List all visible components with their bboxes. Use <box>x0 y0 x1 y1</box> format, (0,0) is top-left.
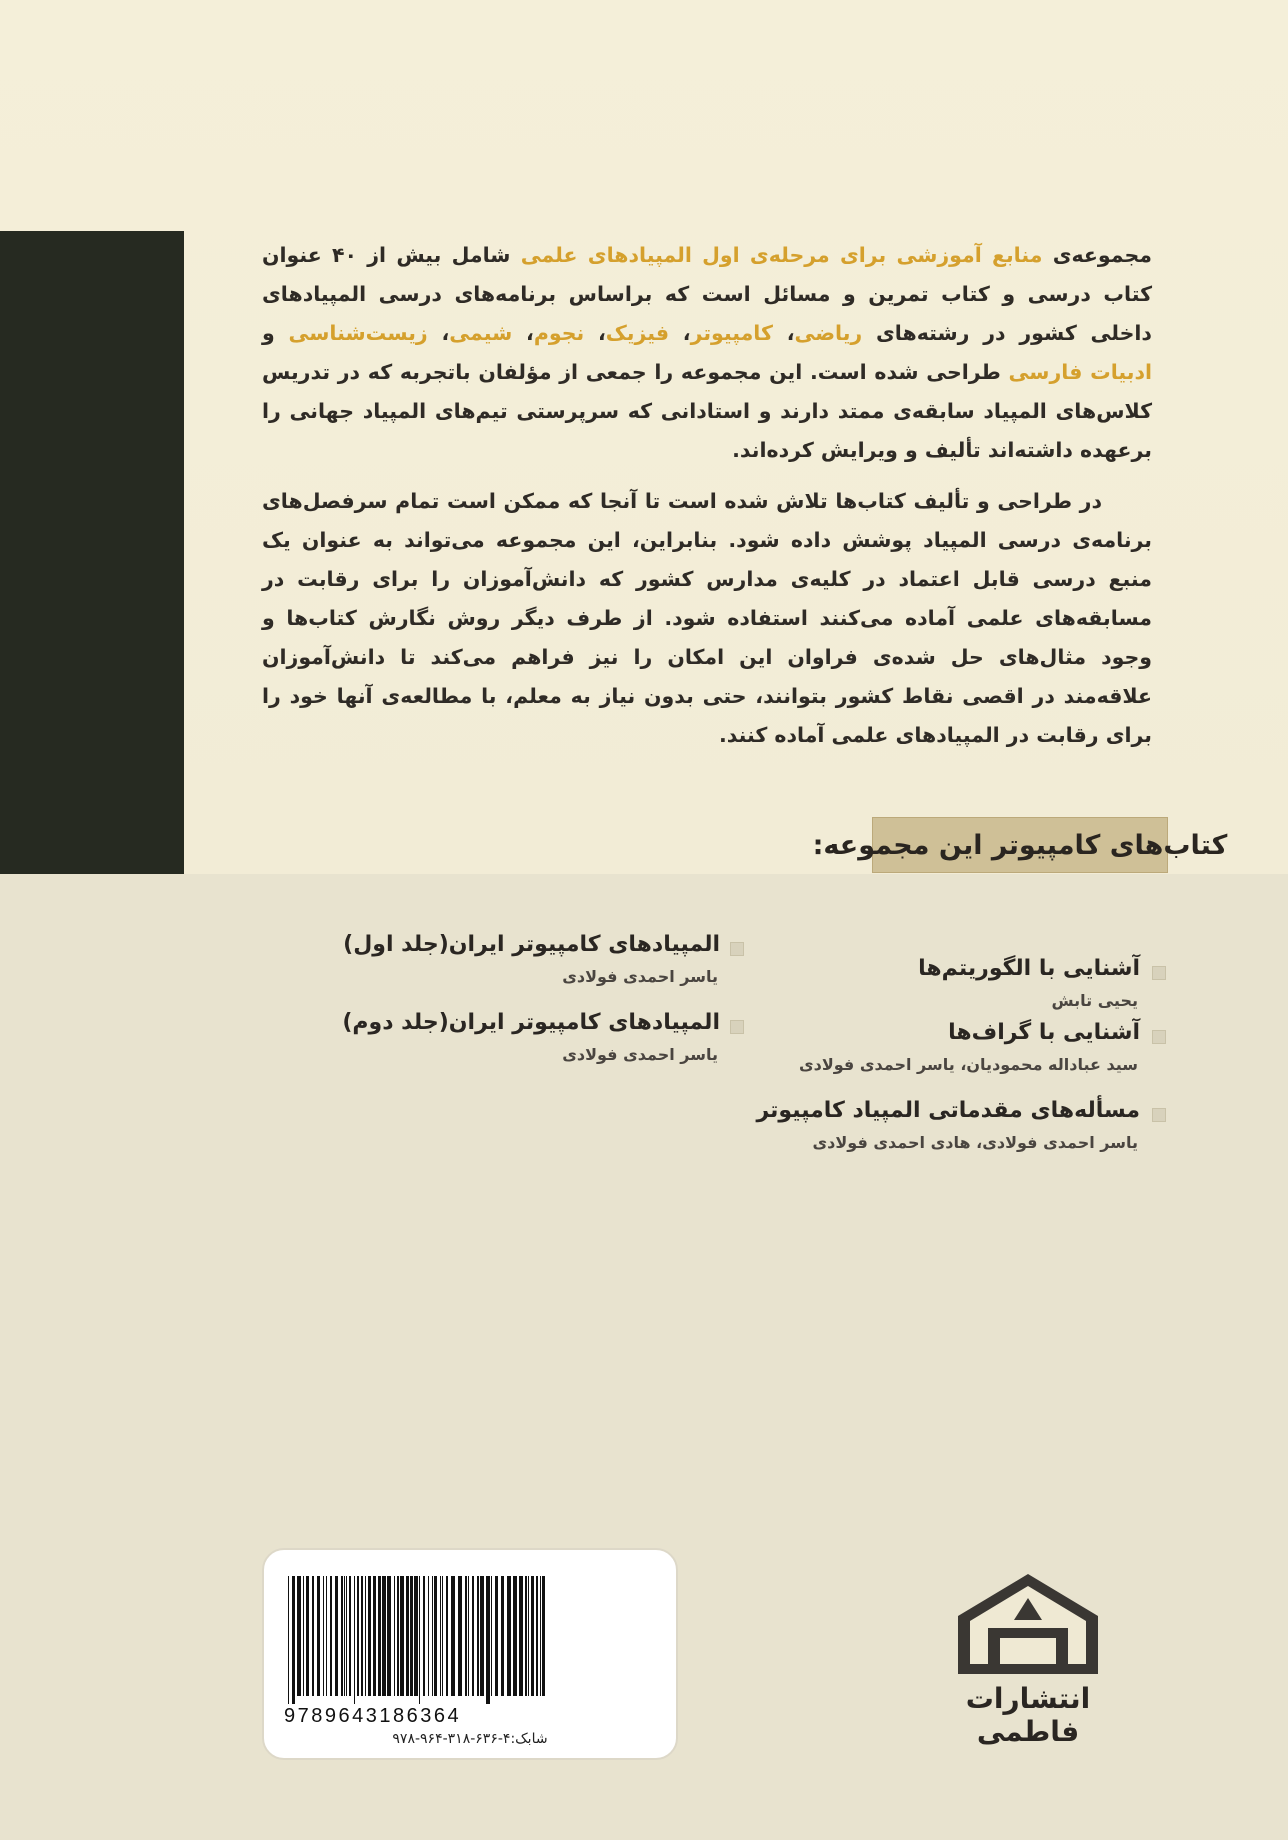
barcode-bar <box>513 1576 517 1696</box>
barcode-bar <box>446 1576 448 1696</box>
barcode-bar <box>303 1576 304 1696</box>
highlight-text: نجوم <box>533 321 585 345</box>
barcode-bar <box>495 1576 498 1696</box>
barcode-bar <box>486 1576 490 1704</box>
book-author: یاسر احمدی فولادی <box>562 967 718 986</box>
barcode-bar <box>394 1576 395 1696</box>
book-item <box>300 928 720 992</box>
barcode-bar <box>501 1576 504 1696</box>
barcode-bar <box>349 1576 351 1696</box>
series-heading: کتاب‌های کامپیوتر این مجموعه: <box>872 817 1168 873</box>
barcode-bar <box>382 1576 386 1696</box>
barcode-digits: 9789643186364 <box>284 1705 462 1727</box>
book-author: یاسر احمدی فولادی، هادی احمدی فولادی <box>812 1133 1138 1152</box>
barcode-bar <box>397 1576 399 1696</box>
highlight-text: کامپیوتر <box>690 321 773 345</box>
publisher-name: انتشارات فاطمی <box>965 1682 1091 1748</box>
barcode-bar <box>368 1576 371 1696</box>
intro-text-segment: طراحی شده است. این مجموعه را جمعی از مؤلفان باتجربه که در تدریس کلاس‌های المپیاد سابقه‌ی ممتد دارند و استادانی که سرپرستی تیم‌های المپیاد جهانی را برعهده داشته‌اند تألیف و ویرایش کرده‌اند. <box>262 360 1152 462</box>
intro-text-segment: ، <box>584 321 606 345</box>
intro-text-segment: ، <box>512 321 534 345</box>
spine-bar <box>0 231 184 874</box>
bullet-icon <box>1152 1108 1166 1122</box>
barcode-bar <box>480 1576 484 1696</box>
book-item <box>720 952 1140 1016</box>
intro-text-segment: و <box>262 321 289 345</box>
intro-paragraph-2: در طراحی و تألیف کتاب‌ها تلاش شده است تا آنجا که ممکن است تمام سرفصل‌های برنامه‌ی درسی المپیاد پوشش داده شود. بنابراین، این مجموعه می‌تواند به عنوان یک منبع درسی قابل اعتماد در کلیه‌ی مدارس کشور که دانش‌آموزان را برای رقابت در مسابقه‌های علمی آماده می‌کنند استفاده شود. از طرف دیگر روش نگارش کتاب‌ها و وجود مثال‌های حل شده‌ی فراوان این امکان را نیز فراهم می‌کند تا دانش‌آموزان علاقه‌مند در اقصی نقاط کشور بتوانند، حتی بدون نیاز به معلم، با مطالعه‌ی آنها خود را برای رقابت در المپیادهای علمی آماده کنند. <box>262 489 1152 747</box>
barcode-bar <box>458 1576 462 1696</box>
barcode-bar <box>317 1576 320 1696</box>
barcode-bar <box>414 1576 418 1696</box>
highlight-text: فیزیک <box>605 321 669 345</box>
barcode-bar <box>387 1576 391 1696</box>
book-author: سید عباداله محمودیان، یاسر احمدی فولادی <box>798 1055 1138 1074</box>
intro-text-segment: ، <box>772 321 795 345</box>
intro-text-segment: ، <box>669 321 691 345</box>
barcode-bar <box>361 1576 363 1696</box>
barcode-bar <box>312 1576 314 1696</box>
intro-paragraph-1 <box>262 236 1152 470</box>
barcode-bar <box>326 1576 327 1696</box>
barcode-bar <box>335 1576 338 1696</box>
barcode-bar <box>536 1576 538 1696</box>
book-item <box>300 1006 720 1070</box>
barcode-bar <box>423 1576 425 1696</box>
barcode-bar <box>432 1576 433 1696</box>
intro-text-segment: شامل بیش از ۴۰ عنوان کتاب درسی و کتاب تمرین و مسائل است که براساس برنامه‌های درسی المپیادهای داخلی کشور در رشته‌های <box>262 243 1152 345</box>
book-item <box>720 1094 1140 1158</box>
barcode-bar <box>292 1576 295 1704</box>
highlight-text: زیست‌شناسی <box>288 321 428 345</box>
barcode-icon <box>284 1576 656 1704</box>
barcode-bar <box>519 1576 523 1696</box>
bullet-icon <box>1152 1030 1166 1044</box>
barcode-bar <box>531 1576 534 1696</box>
publisher-logo-icon <box>948 1568 1108 1680</box>
bullet-icon <box>730 942 744 956</box>
book-item <box>720 1016 1140 1080</box>
barcode-bar <box>400 1576 404 1696</box>
intro-text-segment: ، <box>427 321 450 345</box>
barcode-bar <box>410 1576 413 1696</box>
barcode-bar <box>288 1576 289 1704</box>
book-author: یاسر احمدی فولادی <box>562 1045 718 1064</box>
barcode-bar <box>306 1576 309 1696</box>
barcode-bar <box>451 1576 455 1696</box>
barcode-bar <box>365 1576 366 1696</box>
barcode-bar <box>525 1576 527 1696</box>
barcode-bar <box>344 1576 345 1696</box>
bullet-icon <box>730 1020 744 1034</box>
barcode-bar <box>428 1576 429 1696</box>
barcode-bar <box>323 1576 324 1696</box>
barcode-bar <box>442 1576 443 1696</box>
barcode-bar <box>419 1576 420 1704</box>
intro-text <box>262 236 1152 755</box>
barcode-bar <box>472 1576 474 1696</box>
highlight-text: ادبیات فارسی <box>1008 360 1152 384</box>
book-title: مسأله‌های مقدماتی المپیاد کامپیوتر <box>756 1098 1140 1123</box>
barcode-bar <box>357 1576 359 1696</box>
barcode-bar <box>477 1576 479 1696</box>
barcode-bar <box>373 1576 376 1696</box>
barcode-bar <box>440 1576 441 1696</box>
barcode-bar <box>297 1576 301 1696</box>
barcode-bar <box>491 1576 492 1696</box>
book-title: المپیادهای کامپیوتر ایران(جلد دوم) <box>342 1010 720 1035</box>
barcode-bar <box>468 1576 469 1696</box>
barcode-bar <box>434 1576 437 1696</box>
barcode-bar <box>378 1576 381 1696</box>
book-title: آشنایی با الگوریتم‌ها <box>918 956 1140 981</box>
isbn-label: شابک:۴-۶۳۶-۳۱۸-۹۶۴-۹۷۸ <box>392 1731 548 1747</box>
highlight-text: شیمی <box>449 321 513 345</box>
barcode-bar <box>341 1576 343 1696</box>
highlight-text: ریاضی <box>794 321 863 345</box>
barcode-bar <box>528 1576 529 1696</box>
barcode-bar <box>406 1576 409 1696</box>
barcode-bar <box>542 1576 545 1696</box>
barcode-bar <box>540 1576 541 1696</box>
barcode-card <box>262 1548 678 1760</box>
book-title: آشنایی با گراف‌ها <box>948 1020 1140 1045</box>
barcode-bar <box>465 1576 467 1696</box>
barcode-bar <box>354 1576 355 1704</box>
highlight-text: منابع آموزشی برای مرحله‌ی اول المپیادهای علمی <box>520 243 1043 267</box>
book-title: المپیادهای کامپیوتر ایران(جلد اول) <box>343 932 720 957</box>
book-author: یحیی تابش <box>1051 991 1138 1010</box>
barcode-bar <box>330 1576 332 1696</box>
barcode-bar <box>507 1576 511 1696</box>
barcode-bar <box>346 1576 347 1696</box>
intro-text-segment: مجموعه‌ی <box>1042 243 1152 267</box>
bullet-icon <box>1152 966 1166 980</box>
